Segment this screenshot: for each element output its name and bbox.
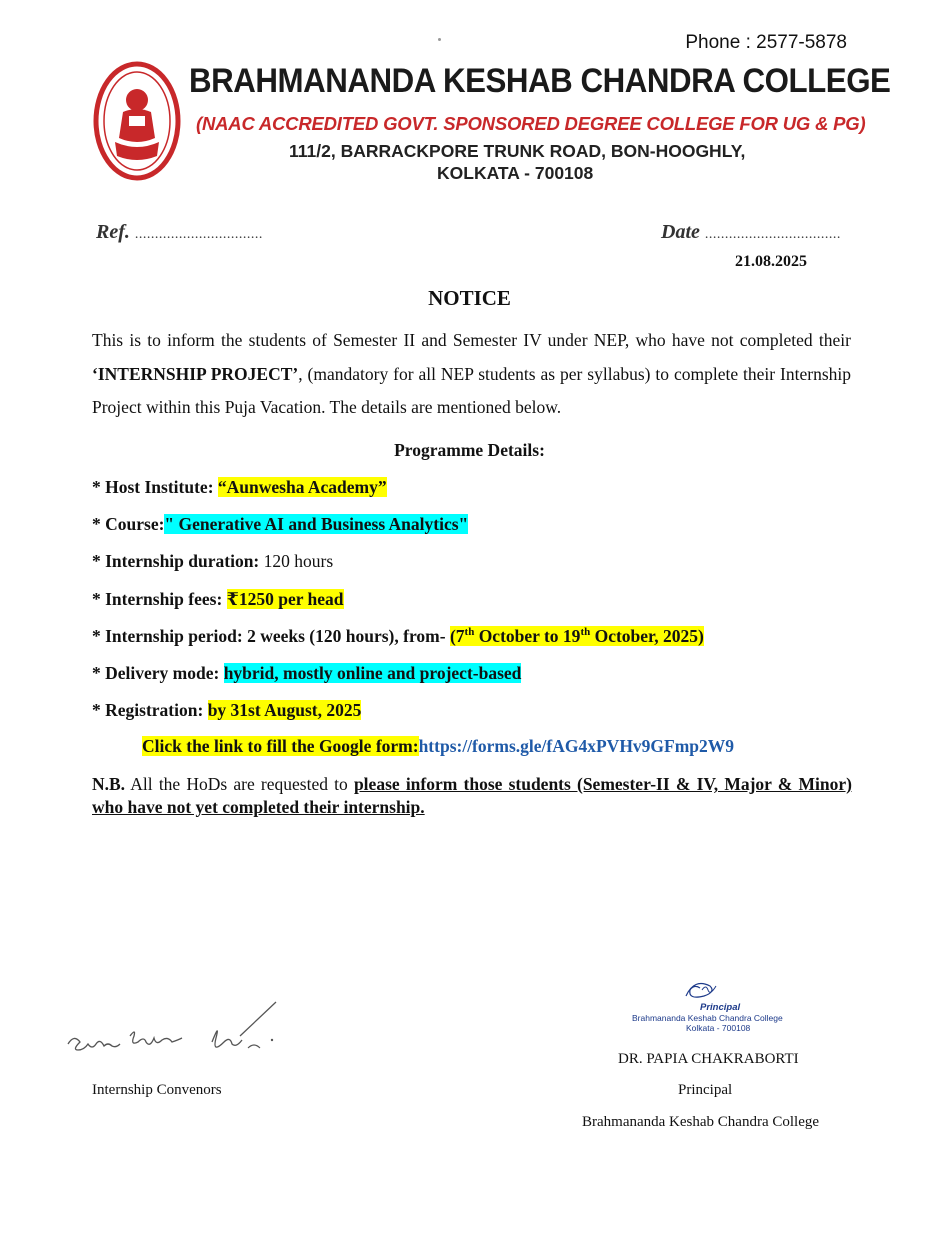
nb-label: N.B. [92, 774, 126, 794]
notice-title: NOTICE [428, 286, 511, 310]
nb-underlined: please inform those students (Semester-II & IV, Major & Minor) who have not yet completed their internship. [92, 774, 852, 817]
nb-text: All the HoDs are requested to [125, 774, 354, 794]
ref-dots: ................................ [134, 227, 263, 242]
host-value: “Aunwesha Academy” [217, 477, 387, 497]
intro-text-1: This is to inform the students of Semester II and Semester IV under NEP, who have not completed their [92, 330, 851, 350]
date-field [661, 221, 841, 244]
detail-mode [92, 663, 521, 684]
principal-name: DR. PAPIA CHAKRABORTI [618, 1051, 799, 1067]
mode-label: * Delivery mode: [92, 663, 224, 683]
principal-role: Principal [678, 1082, 733, 1098]
duration-value: 120 hours [263, 551, 334, 571]
duration-label: * Internship duration: [92, 551, 264, 571]
period-label: * Internship period: 2 weeks (120 hours), from- [92, 626, 450, 646]
period-value [450, 626, 704, 646]
host-label: * Host Institute: [92, 477, 218, 497]
google-form-line [142, 736, 734, 757]
registration-label: * Registration: [92, 700, 208, 720]
google-form-link[interactable]: https://forms.gle/fAG4xPVHv9GFmp2W9 [418, 736, 735, 756]
college-name: BRAHMANANDA KESHAB CHANDRA COLLEGE [189, 62, 891, 100]
course-label: * Course: [92, 514, 165, 534]
stamp-line-2: Kolkata - 700108 [686, 1023, 751, 1033]
period-sup-2: th [580, 626, 591, 639]
address-line-2: KOLKATA - 700108 [437, 163, 594, 183]
programme-heading: Programme Details: [394, 440, 545, 460]
intro-bold: ‘INTERNSHIP PROJECT’ [92, 363, 299, 384]
convenor-signature-icon [60, 996, 290, 1066]
period-close: October, 2025) [590, 626, 704, 646]
nb-note [92, 773, 852, 819]
link-prompt: Click the link to fill the Google form: [142, 736, 419, 756]
accreditation-line: (NAAC ACCREDITED GOVT. SPONSORED DEGREE COLLEGE FOR UG & PG) [196, 113, 866, 134]
detail-host [92, 477, 387, 498]
intro-text-2: , (mandatory for all NEP students as per syllabus) to complete their Internship Project within this Puja Vacation. The details are mentioned below. [92, 363, 851, 417]
course-value: " Generative AI and Business Analytics" [164, 514, 469, 534]
ref-field [96, 221, 263, 244]
college-emblem-icon [93, 60, 181, 182]
detail-period [92, 626, 704, 647]
date-label: Date [661, 221, 700, 243]
ref-label: Ref. [96, 221, 130, 243]
principal-college: Brahmananda Keshab Chandra College [582, 1114, 820, 1130]
detail-duration [92, 551, 333, 572]
scan-speck [438, 38, 441, 41]
phone-number: Phone : 2577-5878 [685, 32, 847, 53]
mode-value: hybrid, mostly online and project-based [223, 663, 522, 683]
detail-course [92, 514, 468, 535]
period-mid: October to 19 [474, 626, 581, 646]
notice-intro [92, 324, 851, 425]
stamp-line-1: Brahmananda Keshab Chandra College [632, 1013, 783, 1023]
period-sup-1: th [464, 626, 475, 639]
date-dots: .................................. [704, 227, 841, 242]
date-value: 21.08.2025 [735, 253, 807, 270]
fees-value: ₹1250 per head [226, 589, 344, 609]
registration-value: by 31st August, 2025 [207, 700, 362, 720]
fees-label: * Internship fees: [92, 589, 227, 609]
stamp-title: Principal [700, 1002, 741, 1013]
detail-registration [92, 700, 361, 721]
period-open: (7 [449, 626, 465, 646]
address-line-1: 111/2, BARRACKPORE TRUNK ROAD, BON-HOOGHLY, [289, 141, 746, 161]
detail-fees [92, 589, 344, 610]
convenor-label: Internship Convenors [92, 1082, 222, 1098]
